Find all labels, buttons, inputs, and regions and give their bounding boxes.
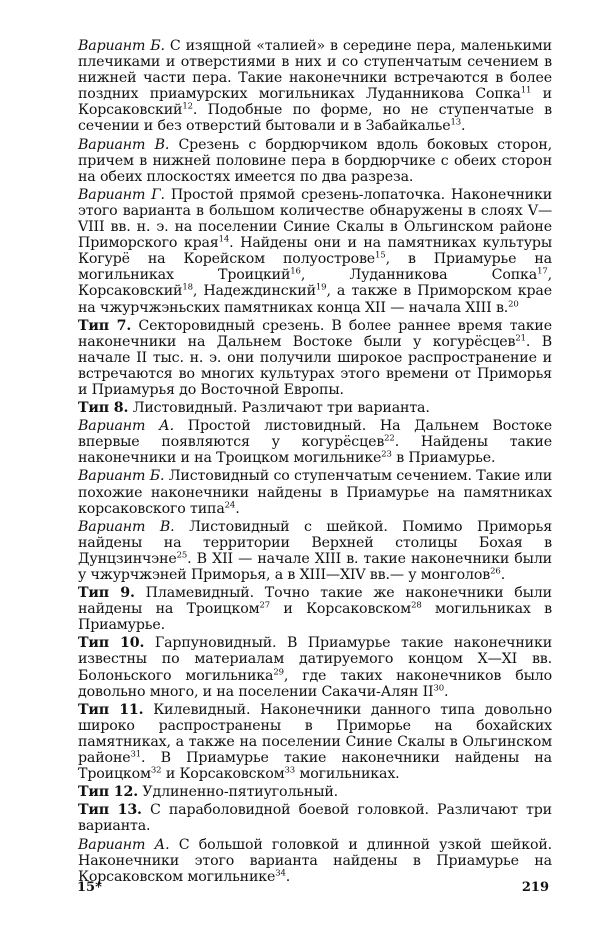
text-run: Гарпуновидный. В Приамурье такие наконечники известны по материалам датируемого концом X—XI вв. Болоньского могильника [78, 635, 552, 684]
text-run: . [461, 118, 466, 135]
footnote-ref: 30 [433, 682, 445, 693]
paragraph [72, 137, 552, 185]
text-run: , Надеждинский [192, 283, 316, 300]
type-heading: Тип 12. [78, 784, 139, 801]
variant-heading: Вариант Б. [78, 38, 165, 54]
text-run: , Луданникова Сопка [300, 267, 538, 284]
footnote-ref: 22 [384, 433, 395, 444]
footnote-ref: 25 [176, 550, 188, 561]
variant-heading: Вариант В. [78, 518, 175, 535]
text-run: Пламевидный. Точно такие же наконечники были найдены на Троицком [78, 585, 552, 618]
footnote-ref: 26 [490, 566, 501, 577]
text-run: . Найдены такие наконечники и на Троицком могильнике [78, 434, 552, 467]
variant-heading: Вариант В. [78, 136, 170, 153]
footnote-ref: 15 [375, 250, 386, 261]
text-run: . [444, 683, 449, 700]
signature-mark: 15* [77, 880, 102, 895]
variant-heading: Вариант Б. [78, 468, 165, 485]
text-run: Простой листовидный. На Дальнем Востоке впервые появляются у когурёсцев [78, 418, 552, 451]
text-run: , где таких наконечников было довольно много, и на поселении Сакачи-Алян II [78, 667, 552, 700]
text-run: . В начале II тыс. н. э. они получили широкое распространение и встречаются во многих культурах этого времени от Приморья и Приамурья до Восточной Европы. [78, 333, 552, 398]
text-run: . В XII — начале XIII в. такие наконечники были у чжурчжэней Приморья, а в XIII—XIV вв.— у монголов [78, 550, 552, 583]
paragraph [72, 702, 552, 782]
text-run: , а также в Приморском крае на чжурчжэньских памятниках конца XII — начала XIII в. [78, 283, 552, 316]
footnote-ref: 23 [381, 449, 392, 460]
footnote-ref: 19 [315, 282, 327, 293]
footnote-ref: 21 [515, 332, 526, 343]
type-heading: Тип 7. [78, 317, 132, 334]
footnote-ref: 18 [182, 282, 193, 293]
text-run: могильниках в Приамурье. [78, 601, 552, 634]
paragraph [72, 38, 552, 135]
page-body [72, 38, 552, 887]
text-run: Секторовидный срезень. В более раннее время такие наконечники на Дальнем Востоке были у когурёсцев [78, 317, 552, 350]
footnote-ref: 29 [273, 666, 284, 677]
text-run: Листовидный. Различают три варианта. [128, 400, 430, 417]
footnote-ref: 27 [259, 600, 271, 611]
text-run: и Корсаковском [161, 766, 285, 783]
footnote-ref: 24 [224, 499, 236, 510]
footnote-ref: 34 [275, 867, 286, 878]
paragraph [72, 837, 552, 885]
paragraph [72, 585, 552, 633]
type-heading: Тип 10. [78, 635, 145, 652]
footnote-ref: 28 [411, 600, 422, 611]
paragraph [72, 418, 552, 466]
text-run: . [285, 868, 291, 885]
footnote-ref: 17 [537, 266, 548, 277]
paragraph [72, 635, 552, 699]
text-run: . В Приамурье такие наконечники найдены на Троицком [78, 750, 552, 783]
text-column [72, 38, 552, 885]
footnote-ref: 14 [218, 234, 230, 245]
type-heading: Тип 9. [78, 585, 135, 602]
text-run: и Корсаковском [270, 601, 412, 618]
variant-heading: Вариант А. [78, 836, 170, 853]
text-run: . Найдены они и на памятниках культуры Когурё на Корейском полуострове [78, 235, 552, 268]
text-run: . Подобные по форме, но не ступенчатые в сечении и без отверстий бытовали и в Забайкалье [78, 102, 552, 135]
footnote-ref: 32 [150, 765, 162, 776]
footnote-ref: 31 [130, 749, 142, 760]
page-footer [77, 880, 549, 898]
paragraph [72, 784, 552, 800]
text-run: Простой прямой срезень-лопаточка. Наконечники этого варианта в большом количестве обнаружены в слоях V—VIII вв. н. э. на поселении Синие Скалы в Ольгинском районе Приморского края [78, 186, 553, 252]
variant-heading: Вариант А. [78, 418, 175, 435]
type-heading: Тип 13. [78, 802, 142, 819]
text-run: могильниках. [295, 766, 400, 783]
text-run: Листовидный с шейкой. Помимо Приморья найдены на территории Верхней столицы Бохая в Дунцзинчэне [78, 518, 552, 567]
paragraph [72, 468, 552, 516]
footnote-ref: 11 [520, 85, 532, 96]
type-heading: Тип 11. [78, 701, 144, 718]
text-run: Килевидный. Наконечники данного типа довольно широко распространены в Приморье на бохайских памятниках, а также на поселении Синие Скалы в Ольгинском районе [78, 701, 552, 767]
footnote-ref: 33 [284, 765, 296, 776]
paragraph [72, 318, 552, 398]
page-number: 219 [521, 880, 549, 895]
footnote-ref: 20 [508, 298, 519, 309]
text-run: Удлиненно-пятиугольный. [138, 784, 338, 801]
text-run: С параболовидной боевой головкой. Различают три варианта. [78, 802, 552, 835]
text-run: . [500, 567, 506, 583]
paragraph [72, 802, 552, 834]
text-run: , в Приамурье на могильниках Троицкий [78, 251, 552, 284]
paragraph [72, 400, 552, 416]
text-run: Листовидный со ступенчатым сечением. Такие или похожие наконечники найдены в Приамурье на памятниках корсаковского типа [78, 468, 553, 517]
text-run: С изящной «талией» в середине пера, маленькими плечиками и отверстиями в них и со ступенчатым сечением в нижней части пера. Такие наконечники встречаются в более поздних приамурских могильниках Луданникова Сопка [78, 38, 552, 103]
footnote-ref: 13 [450, 117, 462, 128]
footnote-ref: 12 [182, 101, 193, 112]
text-run: в Приамурье. [391, 450, 496, 467]
paragraph [72, 187, 552, 316]
paragraph [72, 519, 552, 583]
footnote-ref: 16 [290, 266, 301, 277]
text-run: и Корсаковский [78, 86, 552, 119]
text-run: Срезень с бордюрчиком вдоль боковых сторон, причем в нижней половине пера в бордюрчике с обеих сторон на обеих плоскостях имеется по два разреза. [78, 136, 552, 185]
text-run: . [235, 500, 240, 517]
type-heading: Тип 8. [78, 400, 129, 417]
text-run: С большой головкой и длинной узкой шейкой. Наконечники этого варианта найдены в Приамурье на Корсаковском могильнике [78, 836, 552, 885]
text-run: , Корсаковский [78, 267, 552, 300]
variant-heading: Вариант Г. [78, 186, 165, 203]
